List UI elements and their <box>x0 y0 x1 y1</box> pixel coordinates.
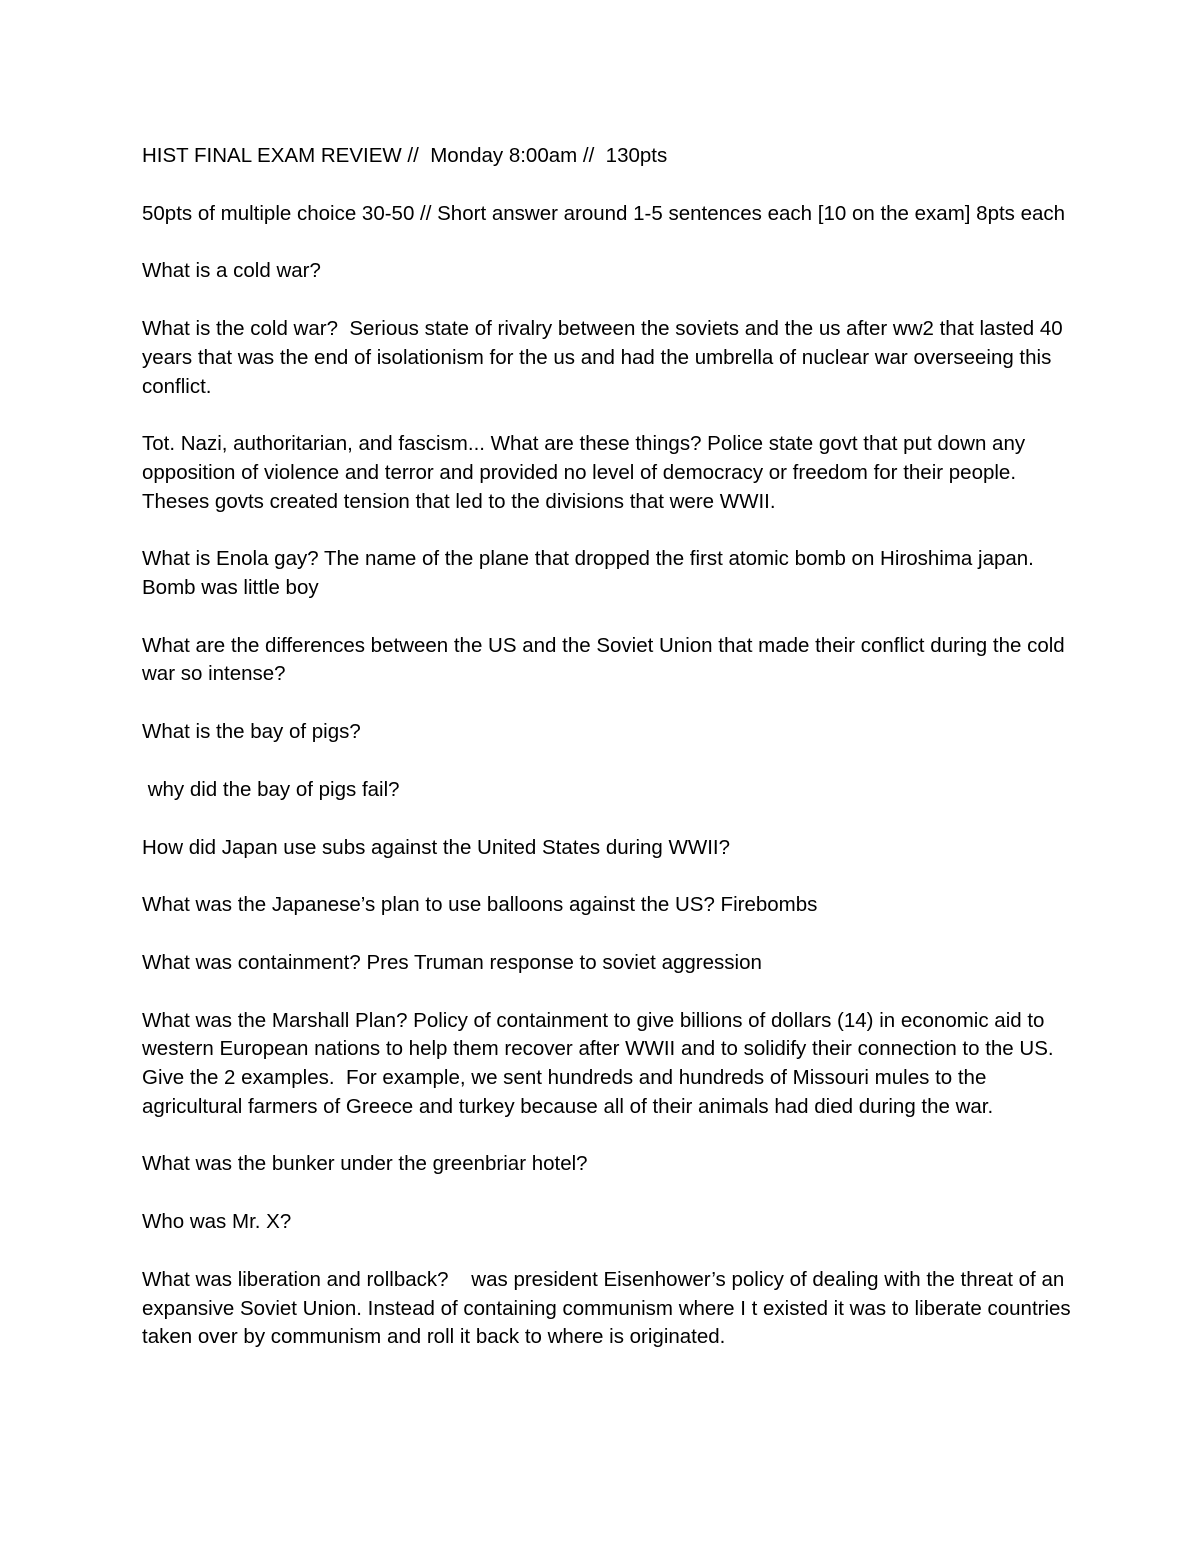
exam-format-paragraph: 50pts of multiple choice 30-50 // Short answer around 1-5 sentences each [10 on the exam] 8pts each <box>142 201 1066 225</box>
question-japan-subs: How did Japan use subs against the United States during WWII? <box>142 835 730 859</box>
question-japanese-balloons: What was the Japanese’s plan to use balloons against the US? Firebombs <box>142 893 818 917</box>
document-title: HIST FINAL EXAM REVIEW // Monday 8:00am // 130pts <box>142 144 668 167</box>
question-marshall-plan: What was the Marshall Plan? Policy of containment to give billions of dollars (14) in economic aid to western European nations to help them recover after WWII and to solidify their connection to the US. Give the 2 examples. For example, we sent hundreds and hundreds of Missouri mules to the agricultural farmers of Greece and turkey because all of their animals had died during the war. <box>142 1008 1060 1118</box>
question-totalitarianism: Tot. Nazi, authoritarian, and fascism... What are these things? Police state govt that put down any opposition of violence and terror and provided no level of democracy or freedom for their people. Theses govts created tension that led to the divisions that were WWII. <box>142 432 1031 513</box>
question-mr-x: Who was Mr. X? <box>142 1210 292 1234</box>
question-bay-of-pigs-failure: why did the bay of pigs fail? <box>142 777 400 801</box>
document-body <box>142 142 1077 1381</box>
question-liberation-rollback: What was liberation and rollback? was president Eisenhower’s policy of dealing with the threat of an expansive Soviet Union. Instead of containing communism where I t existed it was to liberate countries taken over by communism and roll it back to where is originated. <box>142 1267 1077 1349</box>
question-cold-war-definition: What is a cold war? <box>142 259 321 283</box>
question-greenbriar-bunker: What was the bunker under the greenbriar hotel? <box>142 1152 588 1176</box>
question-the-cold-war: What is the cold war? Serious state of rivalry between the soviets and the us after ww2 that lasted 40 years that was the end of isolationism for the us and had the umbrella of nuclear war overseeing this conflict. <box>142 317 1069 398</box>
question-containment: What was containment? Pres Truman response to soviet aggression <box>142 950 762 974</box>
question-enola-gay: What is Enola gay? The name of the plane that dropped the first atomic bomb on Hiroshima japan. Bomb was little boy <box>142 547 1040 600</box>
question-us-soviet-differences: What are the differences between the US and the Soviet Union that made their conflict during the cold war so intense? <box>142 633 1071 686</box>
question-bay-of-pigs: What is the bay of pigs? <box>142 720 361 744</box>
